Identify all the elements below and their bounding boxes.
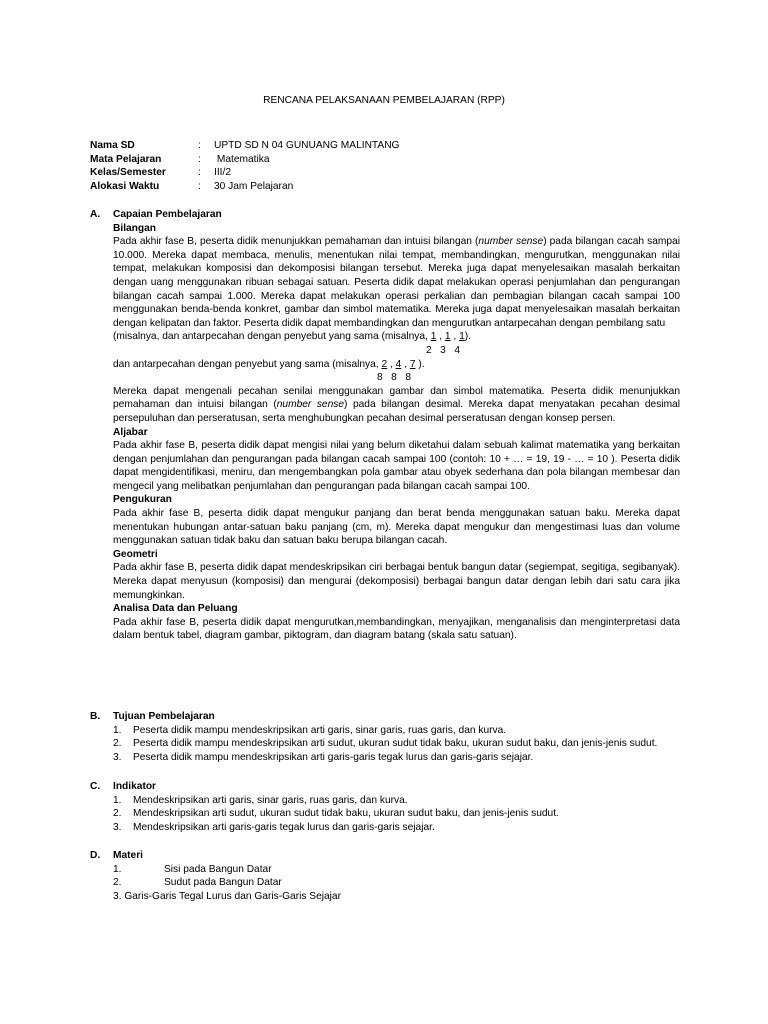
- list-item: [113, 794, 680, 808]
- section-heading: Tujuan Pembelajaran: [113, 711, 215, 722]
- fraction-numerator: 1: [444, 331, 451, 343]
- list-number: 2.: [113, 877, 122, 889]
- info-row-nama-sd: [90, 139, 399, 153]
- list-number: 2.: [113, 808, 122, 820]
- list-number: 1.: [113, 863, 122, 875]
- paragraph-geometri: Pada akhir fase B, peserta didik dapat mendeskripsikan ciri berbagai bentuk bangun datar (segiempat, segitiga, segibanyak). Mereka dapat menyusun (komposisi) dan mengurai (dekomposisi) berbagai bangun datar dengan lebih dari satu cara jika memungkinkan.: [113, 562, 680, 601]
- section-materi: [90, 849, 680, 903]
- list-number: 3.: [113, 751, 122, 763]
- info-sep: :: [198, 140, 201, 151]
- paragraph-analisa-data: Pada akhir fase B, peserta didik dapat mengurutkan,membandingkan, menyajikan, menganalisis dan menginterpretasi data dalam bentuk tabel, diagram gambar, piktogram, dan diagram batang (skala satu satuan).: [113, 616, 680, 642]
- text-span: ).: [415, 358, 425, 370]
- fraction-denominators-2: 8 8 8: [377, 372, 411, 384]
- list-text: Sisi pada Bangun Datar: [164, 863, 272, 875]
- paragraph-bilangan: [113, 235, 680, 330]
- info-key: Alokasi Waktu: [90, 180, 160, 192]
- section-indikator: [90, 780, 680, 834]
- info-value: 30 Jam Pelajaran: [214, 180, 294, 192]
- info-sep: :: [198, 180, 201, 192]
- info-sep: :: [198, 153, 201, 165]
- section-letter: C.: [90, 781, 101, 792]
- identity-table: [90, 139, 399, 193]
- tujuan-list: [113, 724, 680, 765]
- italic-term: number sense: [276, 399, 345, 411]
- text-span: ).: [464, 331, 471, 343]
- subheading-aljabar: Aljabar: [113, 426, 148, 438]
- paragraph-aljabar: Pada akhir fase B, peserta didik dapat mengisi nilai yang belum diketahui dalam sebuah kalimat matematika yang berkaitan dengan penjumlahan dan pengurangan pada bilangan cacah sampai 100 (contoh: 10 + … = 19, 19 - … = 10 ). Peserta didik dapat mengidentifikasi, meniru, dan mengembangkan pola gambar atau obyek sederhana dan pola bilangan membesar dan mengecil yang melibatkan penjumlahan dan pengurangan pada bilangan cacah sampai 100.: [113, 440, 680, 492]
- list-text: Peserta didik mampu mendeskripsikan arti sudut, ukuran sudut tidak baku, ukuran sudut baku, dan jenis-jenis sudut.: [133, 738, 658, 750]
- section-letter: D.: [90, 850, 101, 861]
- info-row-alokasi-waktu: [90, 180, 399, 194]
- fraction-numerator: 2: [381, 358, 388, 370]
- document-title: RENCANA PELAKSANAAN PEMBELAJARAN (RPP): [263, 95, 505, 106]
- info-key: Kelas/Semester: [90, 167, 166, 179]
- section-capaian-pembelajaran: [90, 208, 680, 643]
- list-item: [113, 863, 680, 877]
- info-key: Nama SD: [90, 140, 135, 151]
- text-span: ) pada bilangan desimal. Mereka dapat menyatakan pecahan desimal persepuluhan dan perseratusan, serta menghubungkan pecahan desimal perseratusan dengan konsep persen.: [113, 399, 680, 424]
- info-value: III/2: [214, 167, 231, 179]
- info-sep: :: [198, 167, 201, 179]
- info-row-kelas-semester: [90, 166, 399, 180]
- list-text: Peserta didik mampu mendeskripsikan arti garis-garis tegak lurus dan garis-garis sejajar.: [133, 751, 534, 763]
- fraction-numerator: 7: [409, 358, 416, 370]
- list-item: [113, 737, 680, 751]
- section-heading: Materi: [113, 850, 144, 861]
- fraction-numerator: 1: [459, 331, 465, 343]
- paragraph-bilangan-2: [113, 385, 680, 426]
- fraction-denominators-1: 2 3 4: [426, 344, 460, 356]
- text-span: dan antarpecahan dengan penyebut yang sama (misalnya,: [113, 358, 382, 370]
- info-row-mata-pelajaran: [90, 153, 399, 167]
- list-item: [113, 807, 680, 821]
- list-number: 1.: [113, 724, 122, 736]
- fraction-numerator: 4: [395, 358, 402, 370]
- subheading-pengukuran: Pengukuran: [113, 494, 172, 506]
- italic-term: number sense: [478, 236, 544, 248]
- list-number: 3.: [113, 821, 122, 833]
- list-item: [113, 724, 680, 738]
- list-item: [113, 876, 680, 890]
- list-text: Mendeskripsikan arti garis-garis tegak lurus dan garis-garis sejajar.: [133, 821, 435, 833]
- list-text: Mendeskripsikan arti garis, sinar garis, ruas garis, dan kurva.: [133, 794, 408, 806]
- list-number: 1.: [113, 794, 122, 806]
- materi-list: [113, 863, 680, 890]
- text-span: Mereka dapat mengenali pecahan senilai menggunakan gambar dan simbol matematika. Peserta didik menunjukkan pemahaman dan intuisi bilangan (: [113, 385, 680, 411]
- materi-item-3: 3. Garis-Garis Tegal Lurus dan Garis-Garis Sejajar: [113, 890, 341, 902]
- list-number: 2.: [113, 738, 122, 750]
- section-heading: Capaian Pembelajaran: [113, 209, 222, 220]
- indikator-list: [113, 794, 680, 835]
- info-value: UPTD SD N 04 GUNUANG MALINTANG: [214, 140, 400, 151]
- subheading-geometri: Geometri: [113, 548, 158, 560]
- section-tujuan-pembelajaran: [90, 710, 680, 764]
- list-text: Peserta didik mampu mendeskripsikan arti garis, sinar garis, ruas garis, dan kurva.: [133, 724, 507, 736]
- info-key: Mata Pelajaran: [90, 153, 162, 165]
- fraction-line-2: dan antarpecahan dengan penyebut yang sama (misalnya, 2 , 4 , 7 ).: [113, 358, 425, 370]
- section-heading: Indikator: [113, 781, 157, 792]
- section-letter: B.: [90, 711, 101, 722]
- list-item: [113, 751, 680, 765]
- text-span: Pada akhir fase B, peserta didik menunjukkan pemahaman dan intuisi bilangan (: [113, 236, 479, 248]
- text-span: ) pada bilangan cacah sampai 10.000. Mereka dapat membaca, menulis, menentukan nilai tempat, membandingkan, mengurutkan, menggunakan nilai tempat, melakukan komposisi dan dekomposisi bilangan tersebut. Mereka juga dapat menyelesaikan masalah berkaitan dengan uang menggunakan ribuan sebagai satuan. Peserta didik dapat melakukan operasi penjumlahan dan pengurangan bilangan cacah sampai 1.000. Mereka dapat melakukan operasi perkalian dan pembagian bilangan cacah sampai 100 menggunakan benda-benda konkret, gambar dan simbol matematika. Mereka juga dapat menyelesaikan masalah berkaitan dengan kelipatan dan faktor. Peserta didik dapat membandingkan dan mengurutkan antarpecahan dengan pembilang satu: [113, 236, 680, 329]
- subheading-bilangan: Bilangan: [113, 222, 157, 234]
- list-text: Mendeskripsikan arti sudut, ukuran sudut tidak baku, ukuran sudut baku, dan jenis-jenis sudut.: [133, 808, 559, 820]
- subheading-analisa-data: Analisa Data dan Peluang: [113, 603, 238, 615]
- info-value: Matematika: [214, 153, 270, 165]
- section-letter: A.: [90, 209, 101, 220]
- fraction-numerator: 1: [430, 331, 437, 343]
- list-item: [113, 821, 680, 835]
- text-span: (misalnya, dan antarpecahan dengan penyebut yang sama (misalnya,: [113, 331, 431, 343]
- fraction-line-1: (misalnya, dan antarpecahan dengan penyebut yang sama (misalnya, 1 , 1 , 1).: [113, 331, 471, 343]
- paragraph-pengukuran: Pada akhir fase B, peserta didik dapat mengukur panjang dan berat benda menggunakan satuan baku. Mereka dapat menentukan hubungan antar-satuan baku panjang (cm, m). Mereka dapat mengukur dan mengestimasi luas dan volume menggunakan satuan tidak baku dan satuan baku berupa bilangan cacah.: [113, 508, 680, 547]
- list-text: Sudut pada Bangun Datar: [164, 877, 282, 889]
